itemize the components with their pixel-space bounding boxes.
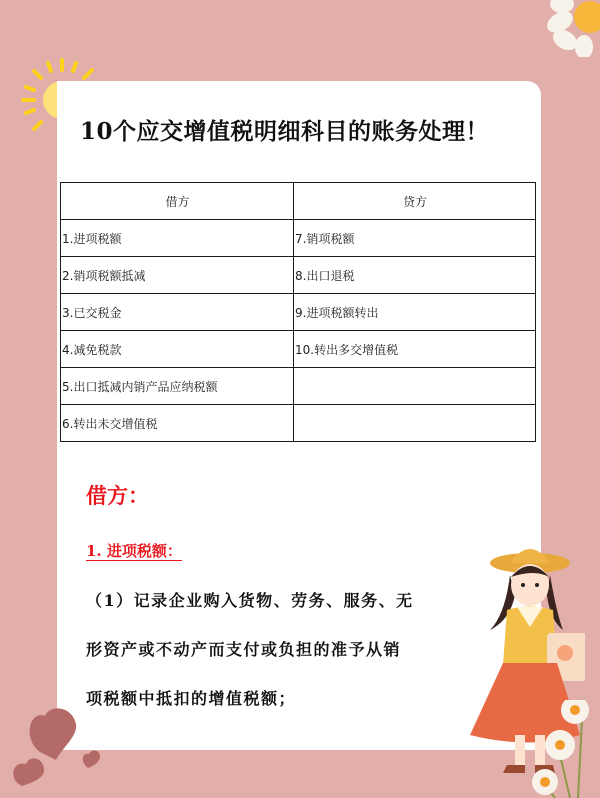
table-row (61, 294, 536, 331)
credit-cell: 9.进项税额转出 (294, 294, 536, 331)
table-row (61, 331, 536, 368)
debit-cell: 4.减免税款 (61, 331, 294, 368)
table-row (61, 405, 536, 442)
header-credit: 贷方 (294, 183, 536, 220)
hearts-icon (0, 690, 110, 798)
accounts-table (60, 182, 536, 442)
table-row (61, 257, 536, 294)
item-heading: 1. 进项税额： (86, 542, 182, 560)
table-row (61, 220, 536, 257)
debit-cell: 3.已交税金 (61, 294, 294, 331)
credit-cell: 7.销项税额 (294, 220, 536, 257)
paragraph-line: 项税额中抵扣的增值税额； (86, 689, 297, 708)
table-header-row (61, 183, 536, 220)
paragraph-line: （1）记录企业购入货物、劳务、服务、无 (86, 591, 414, 610)
credit-cell (294, 368, 536, 405)
credit-cell (294, 405, 536, 442)
header-debit: 借方 (61, 183, 294, 220)
debit-cell: 1.进项税额 (61, 220, 294, 257)
flower-icon (540, 0, 600, 57)
debit-cell: 5.出口抵减内销产品应纳税额 (61, 368, 294, 405)
paragraph-line: 形资产或不动产而支付或负担的准予从销 (86, 640, 402, 659)
page-title: 10个应交增值税明细科目的账务处理！ (80, 118, 490, 145)
section-heading: 借方： (86, 483, 149, 508)
table-row (61, 368, 536, 405)
debit-cell: 2.销项税额抵减 (61, 257, 294, 294)
debit-cell: 6.转出未交增值税 (61, 405, 294, 442)
credit-cell: 8.出口退税 (294, 257, 536, 294)
daisy-flowers-icon (520, 700, 600, 798)
credit-cell: 10.转出多交增值税 (294, 331, 536, 368)
